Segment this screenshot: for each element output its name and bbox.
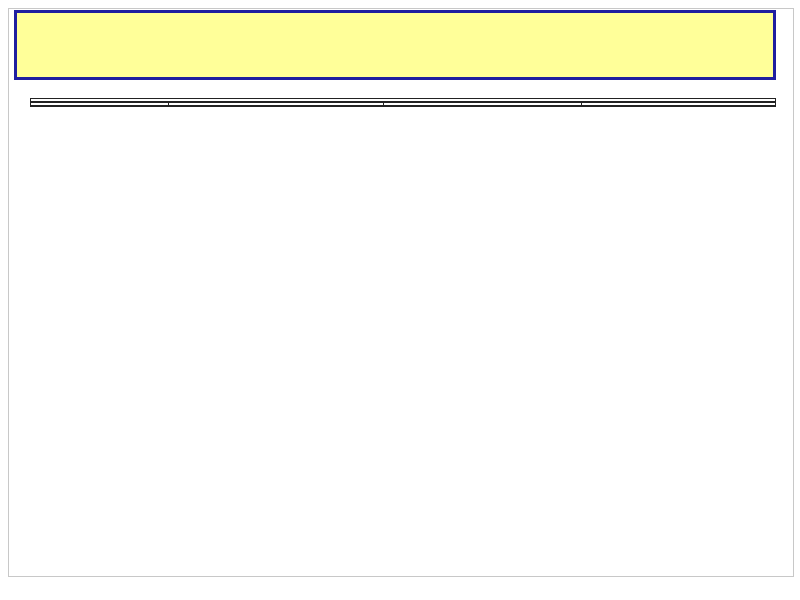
table-header-row <box>31 102 776 106</box>
title-box <box>14 10 776 80</box>
header-advantages <box>384 102 582 106</box>
header-type <box>31 102 169 106</box>
grade-structures-table <box>30 98 776 107</box>
slide <box>8 8 794 577</box>
header-features <box>169 102 384 106</box>
top-decor-stripe <box>0 0 800 8</box>
bottom-decor-stripe <box>0 575 800 600</box>
header-disadvantages <box>582 102 776 106</box>
